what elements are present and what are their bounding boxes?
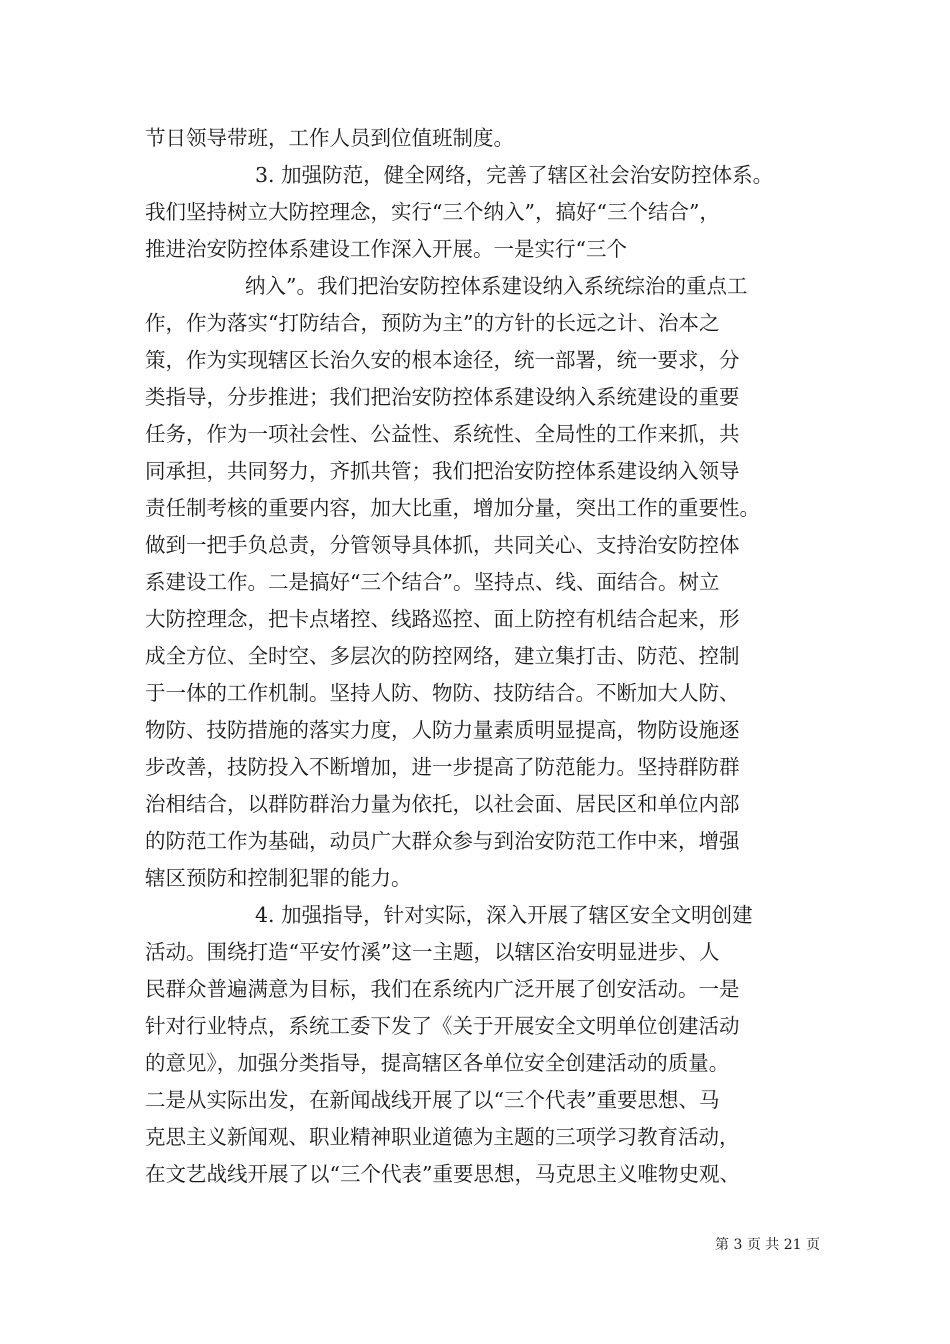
text-line: 二是从实际出发，在新闻战线开展了以“三个代表”重要思想、马 (145, 1088, 720, 1112)
text-line: 我们坚持树立大防控理念，实行“三个纳入”，搞好“三个结合”， (145, 200, 720, 224)
text-line: 做到一把手负总责，分管领导具体抓，共同关心、支持治安防控体 (145, 533, 740, 557)
section-heading-3: 3. 加强防范，健全网络，完善了辖区社会治安防控体系。 (255, 163, 774, 187)
text-line: 推进治安防控体系建设工作深入开展。一是实行“三个 (145, 237, 627, 261)
text-line: 步改善，技防投入不断增加，进一步提高了防范能力。坚持群防群 (145, 755, 740, 779)
text-line: 辖区预防和控制犯罪的能力。 (145, 866, 412, 890)
text-line: 针对行业特点，系统工委下发了《关于开展安全文明单位创建活动 (145, 1014, 740, 1038)
text-line: 同承担，共同努力，齐抓共管；我们把治安防控体系建设纳入领导 (145, 459, 740, 483)
text-line: 的意见》，加强分类指导，提高辖区各单位安全创建活动的质量。 (145, 1051, 730, 1075)
text-line: 在文艺战线开展了以“三个代表”重要思想，马克思主义唯物史观、 (145, 1162, 740, 1186)
text-line: 活动。围绕打造“平安竹溪”这一主题，以辖区治安明显进步、人 (145, 940, 720, 964)
text-line: 任务，作为一项社会性、公益性、系统性、全局性的工作来抓，共 (145, 422, 740, 446)
text-line: 作，作为落实“打防结合，预防为主”的方针的长远之计、治本之 (145, 311, 720, 335)
text-line: 物防、技防措施的落实力度，人防力量素质明显提高，物防设施逐 (145, 718, 740, 742)
text-line: 责任制考核的重要内容，加大比重，增加分量，突出工作的重要性。 (145, 496, 760, 520)
body-text (145, 120, 825, 1193)
text-line: 类指导，分步推进；我们把治安防控体系建设纳入系统建设的重要 (145, 385, 740, 409)
text-line: 成全方位、全时空、多层次的防控网络，建立集打击、防范、控制 (145, 644, 740, 668)
text-line: 策，作为实现辖区长治久安的根本途径，统一部署，统一要求，分 (145, 348, 740, 372)
text-line: 民群众普遍满意为目标，我们在系统内广泛开展了创安活动。一是 (145, 977, 740, 1001)
text-line: 系建设工作。二是搞好“三个结合”。坚持点、线、面结合。树立 (145, 570, 720, 594)
text-line: 于一体的工作机制。坚持人防、物防、技防结合。不断加大人防、 (145, 681, 740, 705)
text-line: 治相结合，以群防群治力量为依托，以社会面、居民区和单位内部 (145, 792, 740, 816)
page-number-footer: 第 3 页 共 21 页 (715, 1237, 820, 1253)
text-line: 纳入”。我们把治安防控体系建设纳入系统综治的重点工 (245, 274, 748, 298)
text-line: 大防控理念，把卡点堵控、线路巡控、面上防控有机结合起来，形 (145, 607, 740, 631)
section-heading-4: 4. 加强指导，针对实际，深入开展了辖区安全文明创建 (255, 903, 753, 927)
text-line: 的防范工作为基础，动员广大群众参与到治安防范工作中来，增强 (145, 829, 740, 853)
text-line: 克思主义新闻观、职业精神职业道德为主题的三项学习教育活动， (145, 1125, 740, 1149)
text-line: 节日领导带班，工作人员到位值班制度。 (145, 126, 514, 150)
